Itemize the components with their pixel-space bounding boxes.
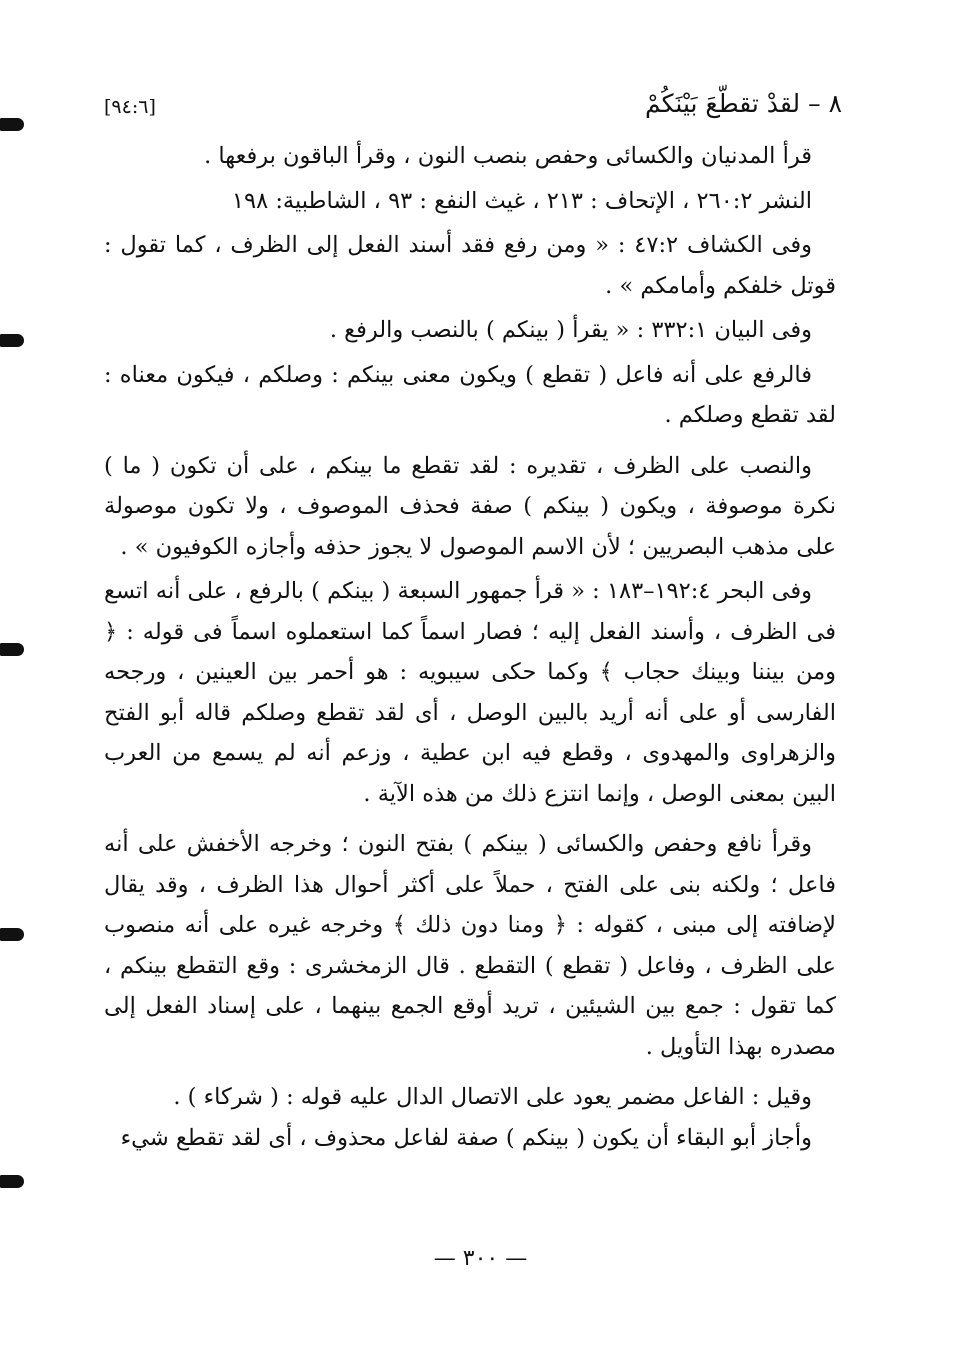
- binding-mark: [0, 643, 24, 656]
- paragraph-readings: قرأ المدنيان والكسائى وحفص بنصب النون ، وقرأ الباقون برفعها .: [204, 143, 812, 169]
- paragraph-nafi: وقرأ نافع وحفص والكسائى ( بينكم ) بفتح النون ؛ وخرجه الأخفش على أنه فاعل ؛ ولكنه بنى على الفتح ، حملاً على أكثر أحوال هذا الظرف ، وقد يقال لإضافته إلى مبنى ، كقوله : ﴿ ومنا دون ذلك ﴾ وخرجه غيره على أنه منصوب على الظرف ، وفاعل ( تقطع ) التقطع . قال الزمخشرى : وقع التقطع بينكم ، كما تقول : جمع بين الشيئين ، تريد أوقع الجمع بينهما ، على إسناد الفعل إلى مصدره بهذا التأويل .: [104, 831, 836, 1060]
- verse-title: ٨ – لقدْ تقطّعَ بَيْنَكُمْ: [644, 89, 842, 118]
- binding-mark: [0, 118, 24, 131]
- binding-mark: [0, 928, 24, 941]
- paragraph-bahr: وفى البحر ١٩٢:٤–١٨٣ : « قرأ جمهور السبعة ( بينكم ) بالرفع ، على أنه اتسع فى الظرف ، وأسند الفعل إليه ؛ فصار اسماً كما استعملوه اسماً فى قوله : ﴿ ومن بيننا وبينك حجاب ﴾ وكما حكى سيبويه : هو أحمر بين العينين ، ورجحه الفارسى أو على أنه أريد بالبين الوصل ، أى لقد تقطع وصلكم قاله أبو الفتح والزهراوى والمهدوى ، وقطع فيه ابن عطية ، وزعم أنه لم يسمع من العرب البين بمعنى الوصل ، وإنما انتزع ذلك من هذه الآية .: [104, 578, 836, 807]
- page-number: — ٣٠٠ —: [433, 1246, 528, 1271]
- verse-heading: [100, 84, 842, 128]
- verse-reference: [٩٤:٦]: [104, 96, 156, 118]
- paragraph-kashshaf: وفى الكشاف ٤٧:٢ : « ومن رفع فقد أسند الفعل إلى الظرف ، كما تقول : قوتل خلفكم وأمامكم » .: [104, 232, 836, 299]
- paragraph-sources: النشر ٢٦٠:٢ ، الإتحاف : ٢١٣ ، غيث النفع : ٩٣ ، الشاطبية: ١٩٨: [231, 187, 812, 214]
- paragraph-bayan: وفى البيان ٣٣٢:١ : « يقرأ ( بينكم ) بالنصب والرفع .: [329, 317, 812, 343]
- paragraph-qila: وقيل : الفاعل مضمر يعود على الاتصال الدال عليه قوله : ( شركاء ) .: [173, 1084, 812, 1110]
- paragraph-nasb: والنصب على الظرف ، تقديره : لقد تقطع ما بينكم ، على أن تكون ( ما ) نكرة موصوفة ، ويكون ( بينكم ) صفة فحذف الموصوف ، ولا تكون موصولة على مذهب البصريين ؛ لأن الاسم الموصول لا يجوز حذفه وأجازه الكوفيون » .: [104, 452, 836, 560]
- binding-mark: [0, 1175, 24, 1188]
- paragraph-abu-albaqa: وأجاز أبو البقاء أن يكون ( بينكم ) صفة لفاعل محذوف ، أى لقد تقطع شيء: [120, 1124, 812, 1151]
- binding-mark: [0, 334, 24, 347]
- paragraph-raf: فالرفع على أنه فاعل ( تقطع ) ويكون معنى بينكم : وصلكم ، فيكون معناه : لقد تقطع وصلكم .: [104, 361, 836, 428]
- body-text: [104, 136, 836, 1158]
